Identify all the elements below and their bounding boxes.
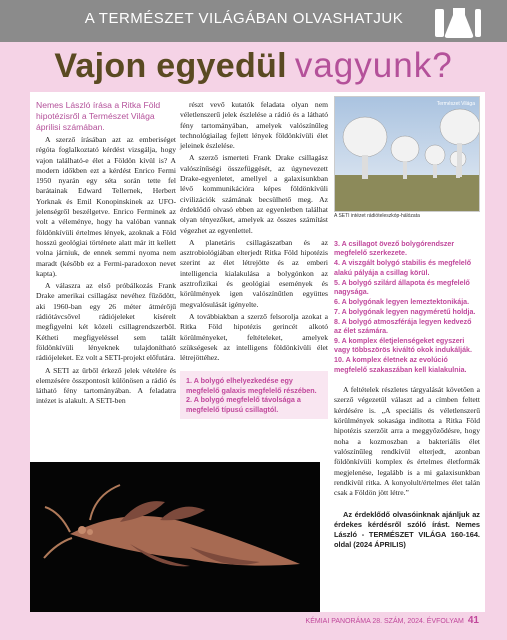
paragraph: A szerző írásában azt az emberiséget régóta foglalkoztató kérdést vizsgálja, hogy vajon található-e élet a Földön kívül is? A modern időkben ezt a kérdést Enrico Fermi 1950 nyarán egy séta során tette fel barátainak Edward Tellernek, Herbert Yorknak és Emil Konopinskinek az UFO-jelenségről beszélgetve. Enrico Ferminek az volt a véleménye, hogy ha valóban vannak földönkívüli értelmes lények, azoknak a Föld hosszú geológiai története alatt már itt kellett volna járniuk, de ennek semmi nyoma nem maradt (később ez a Fermi-paradoxon nevet kapta).: [36, 135, 176, 278]
telescope-photo: [334, 96, 480, 212]
photo-credit: Természet Világa: [436, 101, 475, 107]
paragraph: részt vevő kutatók feladata olyan nem véletlenszerű jelek észlelése a rádió és a látható fény tartományában, amelyek valószínűleg technológiailag fejlett lények földönkívüli élet jeleinek észlelése.: [180, 100, 328, 151]
condition-item: 1. A bolygó elhelyezkedése egy megfelelő galaxis megfelelő részében.: [186, 376, 317, 395]
column-1: [36, 100, 176, 409]
creature-illustration: [30, 462, 320, 612]
paragraph: A planetáris csillagászatban és az asztrobiológiában elterjedt Ritka Föld hipotézis szerint az élet létrejötte és az emberi intelligencia kialakulása a bolygónkon az asztrofizikai és geológiai események és körülmények igen valószínűtlen együttes megvalósulását igényelte.: [180, 237, 328, 309]
flask-icon: [433, 5, 483, 39]
article-body: [30, 92, 485, 612]
footer-text: KÉMIAI PANORÁMA 28. SZÁM, 2024. ÉVFOLYAM: [305, 618, 464, 625]
photo-caption: A SETI intézet rádióteleszkóp-hálózata: [334, 213, 420, 219]
condition-item: 3. A csillagot övező bolygórendszer megfelelő szerkezete.: [334, 240, 455, 258]
paragraph: A feltételek részletes tárgyalását követően a szerző végezetül választ ad a címben feltett kérdésére is. „A speciális és véletlenszerű körülmények sokasága indította a Ritka Föld hipotézis szerzőit arra a meggyőződésre, hogy noha a kozmoszban a bakteriális élet valószínűleg rendkívül elterjedt, azonban földönkívüli komplex és értelmes életformák megjelenése, legalább is a mi galaxisunkban rendkívül ritka. A konyolult/értelmes élet talán csak a Földön jött létre.”: [334, 385, 480, 498]
paragraph: A szerző ismerteti Frank Drake csillagász valószínűségi összefüggését, az úgynevezett Drake-egyenletet, amellyel a galaxisunkban lévő kommunikációra képes földönkívüli civilizációk számának becsülhető meg. Az érdeklődő olvasó ebben az egyenletben találhat olyan tényezőket, amelyek az összes számítást végezhet az egyenlettel.: [180, 153, 328, 235]
title-accent: vagyunk?: [294, 46, 453, 85]
conditions-list: [334, 240, 480, 375]
paragraph: A válaszra az első próbálkozás Frank Drake amerikai csillagász nevéhez fűződött, aki 1960-ban egy 26 méter átmérőjű rádiótávcsővel rádiójeleket kísérelt megfigyelni két közeli csillagrendszerből. Kétheti megfigyeléssel sem talált földönkívüli lényeknek tulajdonítható rádiójeleket. Ez volt a SETI-projekt előfutára.: [36, 281, 176, 363]
lead-text: Nemes László írása a Ritka Föld hipotézisről a Természet Világa áprilisi számában.: [36, 100, 161, 132]
page-number: 41: [467, 615, 479, 626]
paragraph: A továbbiakban a szerző felsorolja azokat a Ritka Föld hipotézis gerincét alkotó körülményeket, feltételeket, amelyek szükségesek az intelligens földönkívüli élet létrejöttéhez.: [180, 311, 328, 363]
condition-item: 7. A bolygónak legyen nagyméretű holdja.: [334, 307, 476, 316]
column-2: [180, 100, 328, 419]
column-3: [334, 240, 480, 552]
title-main: Vajon egyedül: [54, 47, 287, 85]
condition-item: 2. A bolygó megfelelő távolsága a megfelelő típusú csillagtól.: [186, 395, 301, 414]
closing-note: Az érdeklődő olvasóinknak ajánljuk az érdekes kérdésről szóló írást. Nemes László - TERMÉSZET VILÁGA 160-164. oldal (2024 ÁPRILIS): [334, 510, 480, 550]
section-title: A TERMÉSZET VILÁGÁBAN OLVASHATJUK: [84, 10, 404, 27]
condition-item: 5. A bolygó szilárd állapota és megfelelő nagysága.: [334, 278, 470, 297]
condition-item: 4. A viszgált bolygó stabilis és megfelelő alakú pályája a csillag körül.: [334, 259, 472, 277]
condition-item: 6. A bolygónak legyen lemeztektonikája.: [334, 297, 470, 306]
conditions-box: [180, 371, 328, 419]
condition-item: 10. A komplex életnek az evolúció megfelelő szakaszában kell kialakulnia.: [334, 356, 467, 374]
paragraph: A SETI az űrből érkező jelek vételére és elemzésére összpontosít különösen a rádió és látható fény tartományában. A feladatra intézet is alakult. A SETI-ben: [36, 365, 176, 406]
condition-item: 8. A bolygó atmoszférája legyen kedvező az élet számára.: [334, 317, 472, 336]
condition-item: 9. A komplex életjelenségeket egyszeri vagy többszörös kiváltó okok indukálják.: [334, 337, 472, 355]
article-title: [0, 42, 507, 98]
footer: [306, 615, 479, 626]
